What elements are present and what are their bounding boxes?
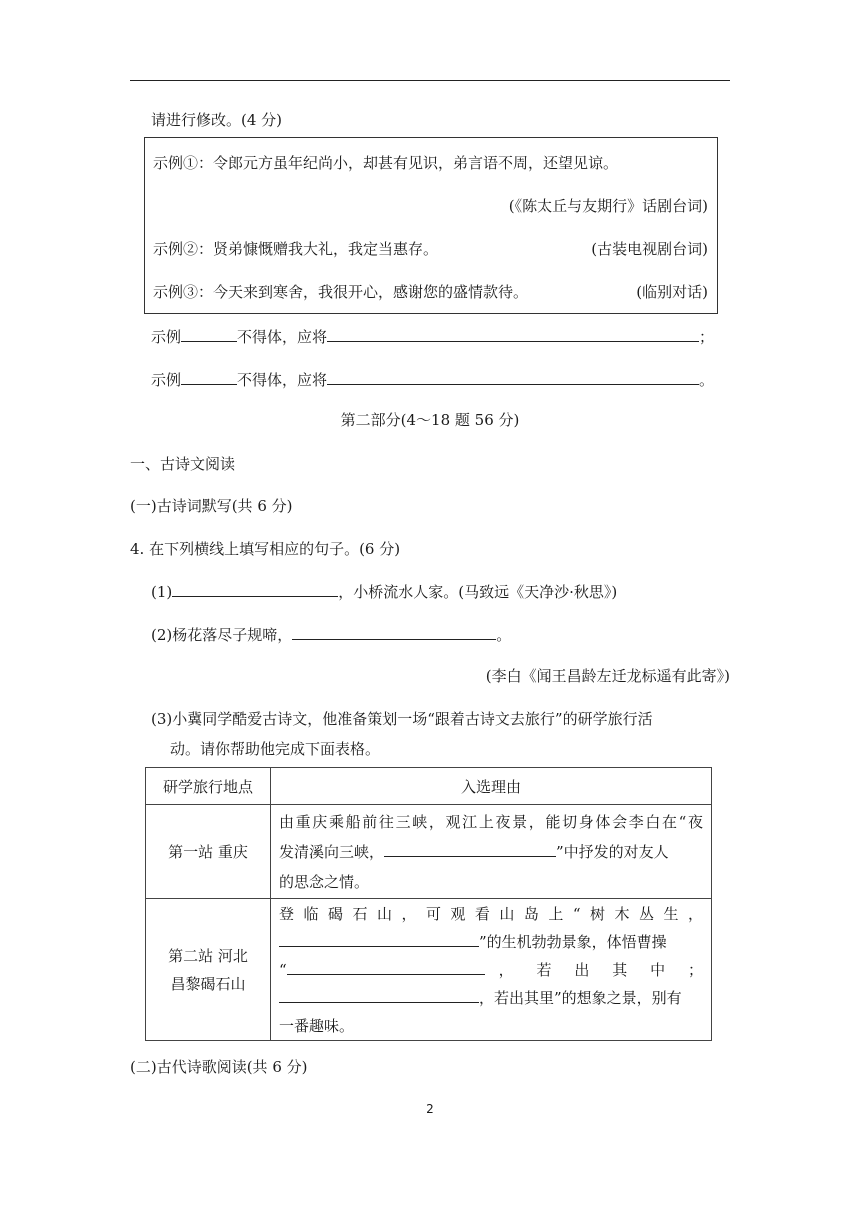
subsection-heading: (一)古诗词默写(共 6 分) xyxy=(130,497,293,515)
answer-blank[interactable] xyxy=(181,326,237,342)
example-3-text: 示例③：今天来到寒舍，我很开心，感谢您的盛情款待。 xyxy=(153,283,529,301)
row-1-line-3: 的思念之情。 xyxy=(279,872,370,891)
row-1-line-2-end: ”中抒发的对友人 xyxy=(556,842,669,861)
part2-title: 第二部分(4～18 题 56 分) xyxy=(340,411,520,429)
header-place: 研学旅行地点 xyxy=(146,768,271,805)
item-2-prefix: (2)杨花落尽子规啼， xyxy=(151,626,293,644)
fill-line-2 xyxy=(151,369,714,390)
fill-end: 。 xyxy=(699,371,715,389)
q4-item-1 xyxy=(151,581,617,602)
subsection-heading-2: (二)古代诗歌阅读(共 6 分) xyxy=(130,1058,308,1076)
row-1-place: 第一站 重庆 xyxy=(146,805,271,899)
row-2-place-line-1: 第二站 河北 xyxy=(168,946,248,965)
q4-item-2 xyxy=(151,624,511,645)
row-1-line-1: 由重庆乘船前往三峡，观江上夜景，能切身体会李白在“夜 xyxy=(279,812,703,831)
answer-blank[interactable] xyxy=(287,959,485,975)
row-2-line-2-text: ”的生机勃勃景象，体悟曹操 xyxy=(479,932,667,951)
answer-blank[interactable] xyxy=(292,624,496,640)
row-2-line-3 xyxy=(271,956,711,984)
row-2-line-3-text: ，若出其中； xyxy=(498,960,703,979)
row-2-line-3-quote: “ xyxy=(279,960,287,979)
row-2-reason xyxy=(271,899,712,1041)
item-2-suffix: 。 xyxy=(496,626,512,644)
example-2-text: 示例②：贤弟慷慨赠我大礼，我定当惠存。 xyxy=(153,240,439,258)
answer-blank[interactable] xyxy=(327,369,699,385)
row-2-line-4-text: ，若出其里”的想象之景，别有 xyxy=(479,988,682,1007)
fill-prefix: 示例 xyxy=(151,371,182,389)
study-trip-table xyxy=(145,767,712,1041)
example-1-source: (《陈太丘与友期行》话剧台词) xyxy=(508,197,708,215)
question-intro: 请进行修改。(4 分) xyxy=(151,111,283,129)
row-2-place-line-2: 昌黎碣石山 xyxy=(170,974,246,993)
fill-prefix: 示例 xyxy=(151,328,182,346)
row-2-line-5: 一番趣味。 xyxy=(279,1016,355,1035)
row-1-reason xyxy=(271,805,712,899)
question-4-title: 4. 在下列横线上填写相应的句子。(6 分) xyxy=(130,540,401,558)
answer-blank[interactable] xyxy=(384,841,556,857)
item-3-line-1: (3)小冀同学酷爱古诗文，他准备策划一场“跟着古诗文去旅行”的研学旅行活 xyxy=(151,710,653,728)
row-2-line-4 xyxy=(271,984,711,1012)
answer-blank[interactable] xyxy=(279,987,479,1003)
fill-line-1 xyxy=(151,326,714,347)
fill-end: ； xyxy=(699,328,715,346)
item-2-source: (李白《闻王昌龄左迁龙标遥有此寄》) xyxy=(485,667,730,685)
header-reason: 入选理由 xyxy=(271,768,712,805)
answer-blank[interactable] xyxy=(327,326,699,342)
answer-blank[interactable] xyxy=(181,369,237,385)
header-rule xyxy=(130,80,730,81)
item-1-prefix: (1) xyxy=(151,583,173,601)
item-3-line-2: 动。请你帮助他完成下面表格。 xyxy=(170,740,381,758)
row-2-line-1: 登临碣石山，可观看山岛上“树木丛生， xyxy=(279,904,703,923)
item-1-suffix: ，小桥流水人家。(马致远《天净沙·秋思》) xyxy=(338,583,618,601)
section-heading: 一、古诗文阅读 xyxy=(130,455,236,473)
row-1-line-2-text: 发清溪向三峡， xyxy=(279,842,385,861)
row-2-line-2 xyxy=(271,928,711,956)
row-2-place xyxy=(146,899,271,1041)
example-1-text: 示例①：令郎元方虽年纪尚小，却甚有见识，弟言语不周，还望见谅。 xyxy=(153,154,619,172)
page-number: 2 xyxy=(426,1102,434,1116)
example-2-source: (古装电视剧台词) xyxy=(591,240,708,258)
fill-middle: 不得体，应将 xyxy=(237,371,328,389)
answer-blank[interactable] xyxy=(279,931,479,947)
fill-middle: 不得体，应将 xyxy=(237,328,328,346)
row-1-line-2 xyxy=(271,837,711,867)
example-3-source: (临别对话) xyxy=(636,283,708,301)
answer-blank[interactable] xyxy=(172,581,338,597)
